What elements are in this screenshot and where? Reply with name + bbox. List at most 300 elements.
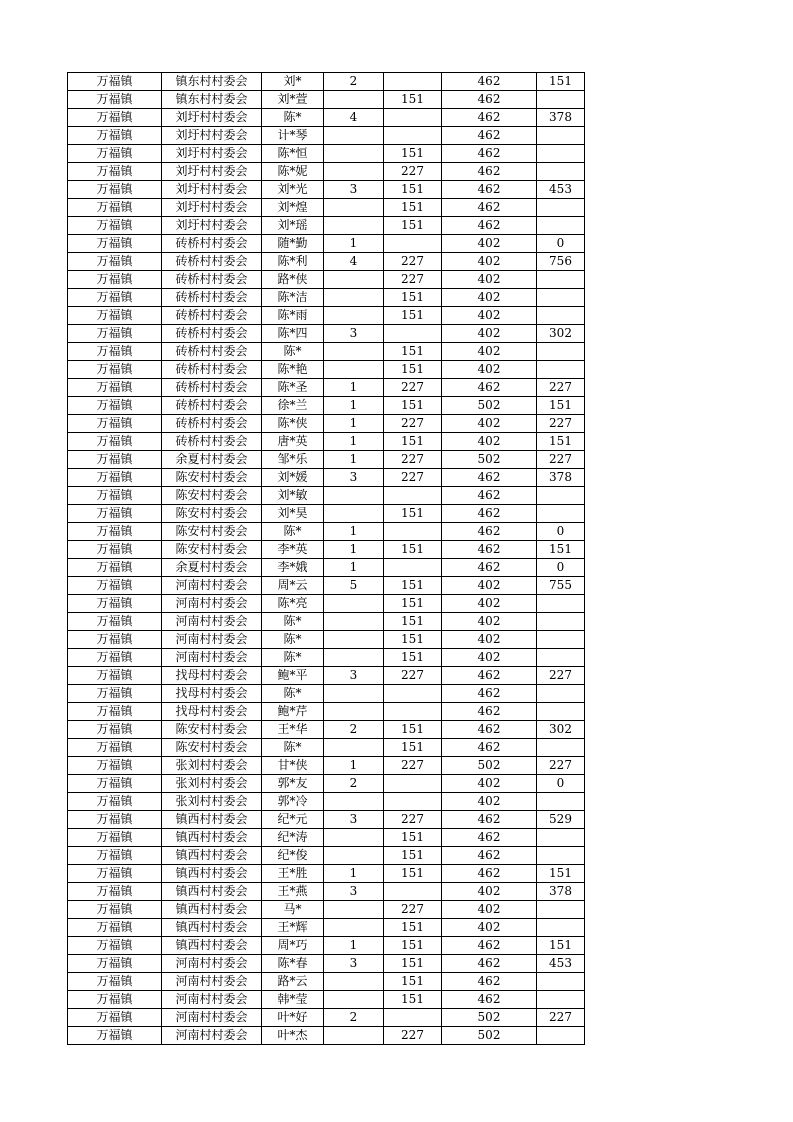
town-cell: 万福镇 <box>68 199 162 217</box>
amount-a-cell: 151 <box>384 307 442 325</box>
count-cell <box>324 847 384 865</box>
total-cell: 302 <box>537 325 585 343</box>
total-cell: 378 <box>537 109 585 127</box>
total-cell <box>537 145 585 163</box>
amount-b-cell: 462 <box>442 163 537 181</box>
village-cell: 余夏村村委会 <box>162 451 262 469</box>
village-cell: 镇西村村委会 <box>162 937 262 955</box>
village-cell: 张刘村村委会 <box>162 757 262 775</box>
count-cell: 3 <box>324 811 384 829</box>
table-row <box>68 901 585 919</box>
amount-a-cell: 151 <box>384 649 442 667</box>
amount-a-cell <box>384 73 442 91</box>
amount-a-cell <box>384 325 442 343</box>
total-cell: 227 <box>537 379 585 397</box>
town-cell: 万福镇 <box>68 235 162 253</box>
total-cell <box>537 739 585 757</box>
village-cell: 刘圩村村委会 <box>162 163 262 181</box>
town-cell: 万福镇 <box>68 811 162 829</box>
count-cell <box>324 829 384 847</box>
table-row <box>68 73 585 91</box>
table-row <box>68 703 585 721</box>
name-cell: 刘*光 <box>262 181 324 199</box>
count-cell <box>324 289 384 307</box>
amount-b-cell: 402 <box>442 271 537 289</box>
village-cell: 镇西村村委会 <box>162 847 262 865</box>
village-cell: 砖桥村村委会 <box>162 343 262 361</box>
table-row <box>68 487 585 505</box>
total-cell: 0 <box>537 523 585 541</box>
count-cell: 2 <box>324 1009 384 1027</box>
name-cell: 李*英 <box>262 541 324 559</box>
name-cell: 周*巧 <box>262 937 324 955</box>
table-row <box>68 631 585 649</box>
name-cell: 陈* <box>262 613 324 631</box>
total-cell: 529 <box>537 811 585 829</box>
table-row <box>68 253 585 271</box>
table-row <box>68 577 585 595</box>
town-cell: 万福镇 <box>68 973 162 991</box>
count-cell: 1 <box>324 757 384 775</box>
count-cell: 3 <box>324 181 384 199</box>
amount-b-cell: 502 <box>442 451 537 469</box>
total-cell <box>537 847 585 865</box>
name-cell: 陈* <box>262 343 324 361</box>
count-cell: 4 <box>324 253 384 271</box>
table-row <box>68 613 585 631</box>
total-cell: 151 <box>537 73 585 91</box>
count-cell <box>324 631 384 649</box>
village-cell: 河南村村委会 <box>162 955 262 973</box>
name-cell: 纪*俊 <box>262 847 324 865</box>
amount-b-cell: 402 <box>442 361 537 379</box>
name-cell: 王*华 <box>262 721 324 739</box>
town-cell: 万福镇 <box>68 109 162 127</box>
name-cell: 陈*利 <box>262 253 324 271</box>
amount-a-cell: 151 <box>384 199 442 217</box>
total-cell <box>537 829 585 847</box>
table-row <box>68 541 585 559</box>
town-cell: 万福镇 <box>68 631 162 649</box>
amount-b-cell: 402 <box>442 253 537 271</box>
amount-a-cell: 151 <box>384 721 442 739</box>
town-cell: 万福镇 <box>68 793 162 811</box>
table-row <box>68 649 585 667</box>
amount-a-cell: 227 <box>384 811 442 829</box>
amount-a-cell: 151 <box>384 847 442 865</box>
table-row <box>68 775 585 793</box>
amount-b-cell: 402 <box>442 883 537 901</box>
table-row <box>68 829 585 847</box>
village-cell: 陈安村村委会 <box>162 469 262 487</box>
table-row <box>68 91 585 109</box>
name-cell: 陈* <box>262 739 324 757</box>
town-cell: 万福镇 <box>68 955 162 973</box>
town-cell: 万福镇 <box>68 469 162 487</box>
name-cell: 路*侠 <box>262 271 324 289</box>
count-cell: 1 <box>324 523 384 541</box>
village-cell: 砖桥村村委会 <box>162 415 262 433</box>
name-cell: 陈* <box>262 649 324 667</box>
town-cell: 万福镇 <box>68 919 162 937</box>
village-cell: 找母村村委会 <box>162 685 262 703</box>
village-cell: 余夏村村委会 <box>162 559 262 577</box>
town-cell: 万福镇 <box>68 1009 162 1027</box>
count-cell <box>324 145 384 163</box>
amount-b-cell: 402 <box>442 775 537 793</box>
total-cell <box>537 793 585 811</box>
town-cell: 万福镇 <box>68 739 162 757</box>
amount-b-cell: 462 <box>442 127 537 145</box>
count-cell: 4 <box>324 109 384 127</box>
amount-a-cell: 151 <box>384 739 442 757</box>
amount-a-cell <box>384 523 442 541</box>
village-cell: 陈安村村委会 <box>162 541 262 559</box>
town-cell: 万福镇 <box>68 649 162 667</box>
village-cell: 镇东村村委会 <box>162 91 262 109</box>
village-cell: 刘圩村村委会 <box>162 181 262 199</box>
total-cell: 453 <box>537 955 585 973</box>
total-cell <box>537 1027 585 1045</box>
town-cell: 万福镇 <box>68 289 162 307</box>
count-cell <box>324 919 384 937</box>
table-row <box>68 685 585 703</box>
count-cell: 1 <box>324 541 384 559</box>
total-cell <box>537 487 585 505</box>
total-cell: 227 <box>537 667 585 685</box>
village-cell: 刘圩村村委会 <box>162 127 262 145</box>
amount-a-cell <box>384 883 442 901</box>
amount-a-cell: 151 <box>384 541 442 559</box>
town-cell: 万福镇 <box>68 271 162 289</box>
name-cell: 唐*英 <box>262 433 324 451</box>
town-cell: 万福镇 <box>68 991 162 1009</box>
amount-a-cell: 227 <box>384 379 442 397</box>
total-cell <box>537 199 585 217</box>
amount-b-cell: 462 <box>442 199 537 217</box>
amount-b-cell: 462 <box>442 379 537 397</box>
amount-b-cell: 462 <box>442 109 537 127</box>
village-cell: 河南村村委会 <box>162 631 262 649</box>
village-cell: 刘圩村村委会 <box>162 145 262 163</box>
amount-a-cell: 151 <box>384 829 442 847</box>
total-cell: 227 <box>537 451 585 469</box>
total-cell <box>537 163 585 181</box>
amount-a-cell: 227 <box>384 253 442 271</box>
amount-b-cell: 462 <box>442 739 537 757</box>
village-cell: 河南村村委会 <box>162 991 262 1009</box>
village-cell: 张刘村村委会 <box>162 793 262 811</box>
count-cell <box>324 901 384 919</box>
name-cell: 计*琴 <box>262 127 324 145</box>
amount-b-cell: 402 <box>442 433 537 451</box>
name-cell: 纪*元 <box>262 811 324 829</box>
village-cell: 砖桥村村委会 <box>162 307 262 325</box>
name-cell: 叶*杰 <box>262 1027 324 1045</box>
village-cell: 河南村村委会 <box>162 595 262 613</box>
amount-a-cell: 151 <box>384 145 442 163</box>
total-cell <box>537 649 585 667</box>
amount-b-cell: 402 <box>442 901 537 919</box>
table-row <box>68 793 585 811</box>
table-row <box>68 955 585 973</box>
name-cell: 刘*媛 <box>262 469 324 487</box>
count-cell <box>324 307 384 325</box>
total-cell: 227 <box>537 415 585 433</box>
village-cell: 刘圩村村委会 <box>162 199 262 217</box>
table-row <box>68 127 585 145</box>
village-cell: 陈安村村委会 <box>162 721 262 739</box>
count-cell <box>324 991 384 1009</box>
village-cell: 镇东村村委会 <box>162 73 262 91</box>
amount-b-cell: 402 <box>442 919 537 937</box>
amount-a-cell: 151 <box>384 91 442 109</box>
count-cell <box>324 973 384 991</box>
count-cell: 3 <box>324 667 384 685</box>
town-cell: 万福镇 <box>68 721 162 739</box>
amount-b-cell: 402 <box>442 343 537 361</box>
amount-a-cell <box>384 775 442 793</box>
name-cell: 刘* <box>262 73 324 91</box>
table-row <box>68 199 585 217</box>
table-row <box>68 217 585 235</box>
name-cell: 郭*友 <box>262 775 324 793</box>
town-cell: 万福镇 <box>68 613 162 631</box>
village-cell: 镇西村村委会 <box>162 865 262 883</box>
town-cell: 万福镇 <box>68 379 162 397</box>
count-cell <box>324 505 384 523</box>
name-cell: 周*云 <box>262 577 324 595</box>
town-cell: 万福镇 <box>68 325 162 343</box>
total-cell: 453 <box>537 181 585 199</box>
amount-b-cell: 462 <box>442 685 537 703</box>
amount-a-cell: 227 <box>384 163 442 181</box>
town-cell: 万福镇 <box>68 73 162 91</box>
total-cell: 151 <box>537 433 585 451</box>
count-cell: 1 <box>324 379 384 397</box>
total-cell <box>537 343 585 361</box>
count-cell: 1 <box>324 559 384 577</box>
amount-a-cell: 151 <box>384 631 442 649</box>
town-cell: 万福镇 <box>68 901 162 919</box>
village-cell: 镇西村村委会 <box>162 919 262 937</box>
amount-a-cell: 151 <box>384 973 442 991</box>
table-row <box>68 433 585 451</box>
total-cell: 151 <box>537 541 585 559</box>
name-cell: 刘*敏 <box>262 487 324 505</box>
amount-b-cell: 462 <box>442 469 537 487</box>
amount-b-cell: 502 <box>442 757 537 775</box>
amount-a-cell: 151 <box>384 919 442 937</box>
total-cell <box>537 595 585 613</box>
total-cell <box>537 289 585 307</box>
amount-b-cell: 462 <box>442 505 537 523</box>
count-cell <box>324 703 384 721</box>
amount-b-cell: 462 <box>442 721 537 739</box>
count-cell <box>324 649 384 667</box>
amount-b-cell: 462 <box>442 937 537 955</box>
amount-a-cell: 227 <box>384 415 442 433</box>
amount-b-cell: 462 <box>442 91 537 109</box>
town-cell: 万福镇 <box>68 307 162 325</box>
town-cell: 万福镇 <box>68 253 162 271</box>
amount-b-cell: 462 <box>442 541 537 559</box>
table-row <box>68 811 585 829</box>
total-cell: 755 <box>537 577 585 595</box>
count-cell: 2 <box>324 73 384 91</box>
amount-b-cell: 402 <box>442 613 537 631</box>
town-cell: 万福镇 <box>68 433 162 451</box>
village-cell: 刘圩村村委会 <box>162 217 262 235</box>
name-cell: 刘*萱 <box>262 91 324 109</box>
table-row <box>68 397 585 415</box>
amount-b-cell: 462 <box>442 217 537 235</box>
total-cell: 302 <box>537 721 585 739</box>
name-cell: 李*娥 <box>262 559 324 577</box>
amount-a-cell <box>384 235 442 253</box>
town-cell: 万福镇 <box>68 361 162 379</box>
amount-b-cell: 502 <box>442 1009 537 1027</box>
town-cell: 万福镇 <box>68 505 162 523</box>
amount-a-cell: 151 <box>384 505 442 523</box>
total-cell: 151 <box>537 397 585 415</box>
table-row <box>68 937 585 955</box>
total-cell <box>537 307 585 325</box>
amount-a-cell: 151 <box>384 865 442 883</box>
table-row <box>68 523 585 541</box>
total-cell: 756 <box>537 253 585 271</box>
name-cell: 陈*艳 <box>262 361 324 379</box>
table-row <box>68 559 585 577</box>
table-row <box>68 289 585 307</box>
amount-b-cell: 402 <box>442 307 537 325</box>
name-cell: 陈* <box>262 631 324 649</box>
count-cell <box>324 361 384 379</box>
name-cell: 刘*瑶 <box>262 217 324 235</box>
table-row <box>68 325 585 343</box>
town-cell: 万福镇 <box>68 181 162 199</box>
count-cell: 1 <box>324 451 384 469</box>
town-cell: 万福镇 <box>68 163 162 181</box>
table-body <box>68 73 585 1045</box>
table-row <box>68 163 585 181</box>
town-cell: 万福镇 <box>68 217 162 235</box>
amount-a-cell <box>384 127 442 145</box>
name-cell: 陈* <box>262 109 324 127</box>
amount-a-cell <box>384 793 442 811</box>
amount-b-cell: 462 <box>442 955 537 973</box>
table-row <box>68 469 585 487</box>
town-cell: 万福镇 <box>68 775 162 793</box>
count-cell: 2 <box>324 721 384 739</box>
town-cell: 万福镇 <box>68 667 162 685</box>
village-cell: 陈安村村委会 <box>162 739 262 757</box>
village-cell: 陈安村村委会 <box>162 505 262 523</box>
name-cell: 陈*圣 <box>262 379 324 397</box>
amount-a-cell: 227 <box>384 757 442 775</box>
total-cell <box>537 361 585 379</box>
name-cell: 陈*四 <box>262 325 324 343</box>
amount-b-cell: 462 <box>442 73 537 91</box>
amount-a-cell: 151 <box>384 397 442 415</box>
total-cell <box>537 991 585 1009</box>
name-cell: 叶*好 <box>262 1009 324 1027</box>
amount-a-cell <box>384 1009 442 1027</box>
name-cell: 甘*侠 <box>262 757 324 775</box>
count-cell <box>324 343 384 361</box>
table-row <box>68 451 585 469</box>
village-cell: 镇西村村委会 <box>162 901 262 919</box>
data-table <box>67 72 585 1045</box>
total-cell <box>537 127 585 145</box>
town-cell: 万福镇 <box>68 127 162 145</box>
total-cell <box>537 505 585 523</box>
amount-a-cell: 151 <box>384 991 442 1009</box>
amount-b-cell: 462 <box>442 991 537 1009</box>
town-cell: 万福镇 <box>68 865 162 883</box>
town-cell: 万福镇 <box>68 703 162 721</box>
village-cell: 砖桥村村委会 <box>162 325 262 343</box>
count-cell <box>324 163 384 181</box>
amount-a-cell: 151 <box>384 289 442 307</box>
amount-b-cell: 462 <box>442 667 537 685</box>
table-row <box>68 883 585 901</box>
table-row <box>68 145 585 163</box>
name-cell: 徐*兰 <box>262 397 324 415</box>
town-cell: 万福镇 <box>68 145 162 163</box>
name-cell: 陈*春 <box>262 955 324 973</box>
amount-a-cell <box>384 559 442 577</box>
town-cell: 万福镇 <box>68 487 162 505</box>
amount-b-cell: 462 <box>442 973 537 991</box>
village-cell: 陈安村村委会 <box>162 487 262 505</box>
count-cell <box>324 793 384 811</box>
name-cell: 陈* <box>262 685 324 703</box>
count-cell <box>324 613 384 631</box>
table-row <box>68 1009 585 1027</box>
town-cell: 万福镇 <box>68 451 162 469</box>
village-cell: 砖桥村村委会 <box>162 235 262 253</box>
amount-a-cell: 227 <box>384 901 442 919</box>
village-cell: 镇西村村委会 <box>162 829 262 847</box>
table-row <box>68 235 585 253</box>
total-cell <box>537 973 585 991</box>
name-cell: 陈* <box>262 523 324 541</box>
village-cell: 陈安村村委会 <box>162 523 262 541</box>
amount-b-cell: 402 <box>442 289 537 307</box>
total-cell <box>537 613 585 631</box>
town-cell: 万福镇 <box>68 343 162 361</box>
table-row <box>68 415 585 433</box>
village-cell: 砖桥村村委会 <box>162 289 262 307</box>
count-cell <box>324 199 384 217</box>
amount-a-cell: 151 <box>384 577 442 595</box>
total-cell: 378 <box>537 469 585 487</box>
count-cell <box>324 595 384 613</box>
amount-a-cell: 151 <box>384 613 442 631</box>
name-cell: 陈*雨 <box>262 307 324 325</box>
village-cell: 镇西村村委会 <box>162 883 262 901</box>
amount-b-cell: 462 <box>442 703 537 721</box>
table-row <box>68 1027 585 1045</box>
count-cell: 2 <box>324 775 384 793</box>
table-row <box>68 919 585 937</box>
name-cell: 鲍*平 <box>262 667 324 685</box>
count-cell: 3 <box>324 469 384 487</box>
town-cell: 万福镇 <box>68 685 162 703</box>
amount-a-cell: 227 <box>384 271 442 289</box>
total-cell: 151 <box>537 865 585 883</box>
